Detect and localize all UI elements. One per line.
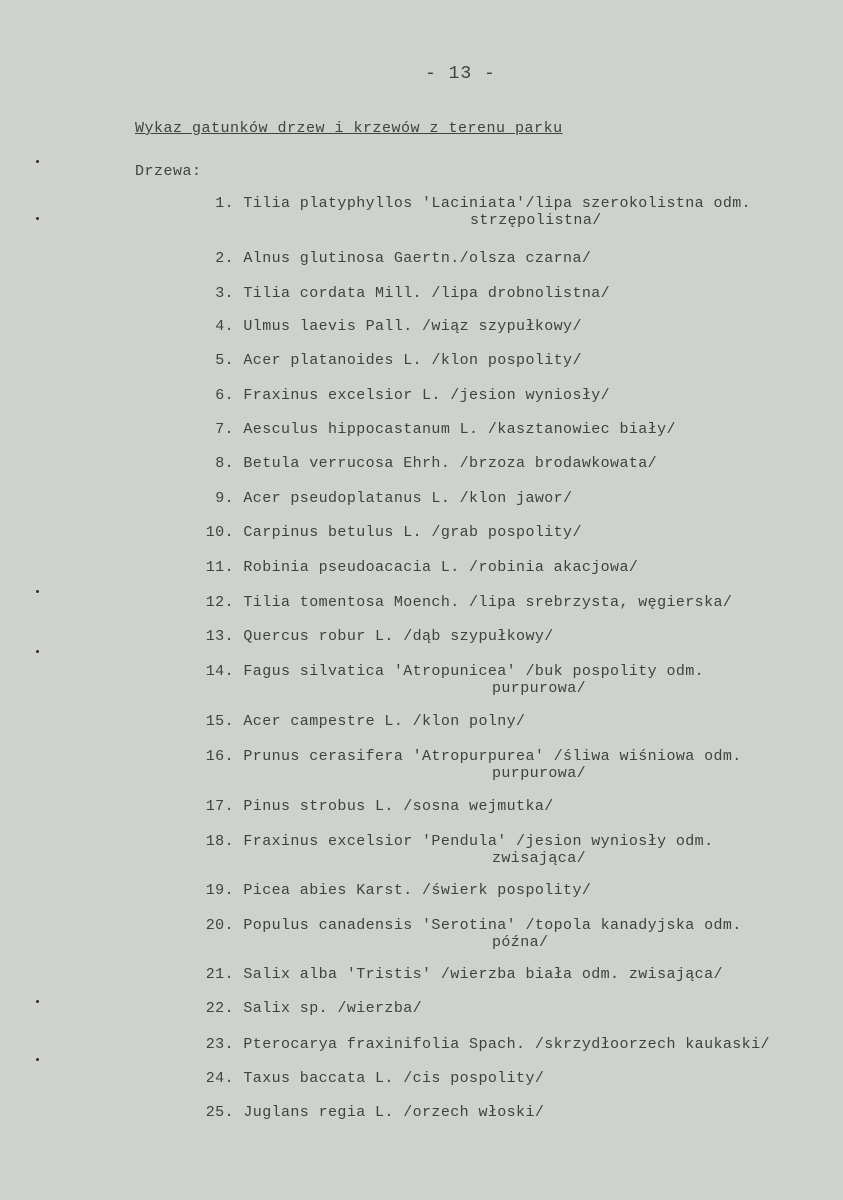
list-item (192, 882, 591, 899)
item-text: Taxus baccata L. /cis pospolity/ (234, 1070, 545, 1087)
item-number: 4. (215, 318, 234, 335)
item-text: Ulmus laevis Pall. /wiąz szypułkowy/ (234, 318, 582, 335)
item-text: Tilia tomentosa Moench. /lipa srebrzysta, węgierska/ (234, 594, 733, 611)
item-number: 9. (215, 490, 234, 507)
item-text: Salix sp. /wierzba/ (234, 1000, 423, 1017)
item-continuation: purpurowa/ (492, 765, 587, 782)
page-number: - 13 - (425, 64, 496, 84)
list-item (192, 748, 742, 782)
item-number: 3. (215, 285, 234, 302)
list-item (192, 713, 525, 730)
item-number: 6. (215, 387, 234, 404)
item-text: Juglans regia L. /orzech włoski/ (234, 1104, 545, 1121)
item-number: 7. (215, 421, 234, 438)
section-label: Drzewa: (135, 163, 202, 180)
list-item (200, 387, 610, 404)
list-item (200, 490, 572, 507)
item-number: 11. (205, 559, 234, 576)
item-continuation: strzępolistna/ (470, 212, 602, 229)
list-item (200, 195, 751, 229)
item-text: Populus canadensis 'Serotina' /topola kanadyjska odm. (234, 917, 742, 934)
item-number: 13. (205, 628, 234, 645)
item-text: Fraxinus excelsior 'Pendula' /jesion wyniosły odm. (234, 833, 714, 850)
item-text: Quercus robur L. /dąb szypułkowy/ (234, 628, 554, 645)
item-number: 14. (205, 663, 234, 680)
item-number: 1. (215, 195, 234, 212)
item-number: 19. (205, 882, 234, 899)
list-item (192, 559, 638, 576)
item-text: Salix alba 'Tristis' /wierzba biała odm. zwisająca/ (234, 966, 723, 983)
list-item (192, 833, 713, 867)
list-item (192, 917, 742, 951)
list-item (200, 352, 582, 369)
item-text: Pinus strobus L. /sosna wejmutka/ (234, 798, 554, 815)
list-item (192, 798, 554, 815)
item-number: 10. (205, 524, 234, 541)
item-number: 23. (205, 1036, 234, 1053)
item-number: 15. (205, 713, 234, 730)
margin-dot (36, 160, 39, 163)
list-item (200, 455, 657, 472)
item-number: 8. (215, 455, 234, 472)
list-item (192, 1070, 544, 1087)
list-item (192, 1104, 544, 1121)
item-number: 5. (215, 352, 234, 369)
list-item (192, 524, 582, 541)
item-text: Carpinus betulus L. /grab pospolity/ (234, 524, 582, 541)
list-item (200, 318, 582, 335)
item-text: Prunus cerasifera 'Atropurpurea' /śliwa wiśniowa odm. (234, 748, 742, 765)
item-continuation: późna/ (492, 934, 549, 951)
list-item (200, 285, 610, 302)
item-number: 17. (205, 798, 234, 815)
item-number: 25. (205, 1104, 234, 1121)
item-text: Fagus silvatica 'Atropunicea' /buk pospolity odm. (234, 663, 705, 680)
item-number: 16. (205, 748, 234, 765)
item-text: Acer platanoides L. /klon pospolity/ (234, 352, 582, 369)
item-text: Fraxinus excelsior L. /jesion wyniosły/ (234, 387, 611, 404)
margin-dot (36, 1058, 39, 1061)
margin-dot (36, 217, 39, 220)
item-number: 18. (205, 833, 234, 850)
item-text: Picea abies Karst. /świerk pospolity/ (234, 882, 592, 899)
item-text: Aesculus hippocastanum L. /kasztanowiec biały/ (234, 421, 676, 438)
item-number: 24. (205, 1070, 234, 1087)
margin-dot (36, 590, 39, 593)
document-heading: Wykaz gatunków drzew i krzewów z terenu parku (135, 120, 563, 137)
margin-dot (36, 1000, 39, 1003)
item-text: Pterocarya fraxinifolia Spach. /skrzydłoorzech kaukaski/ (234, 1036, 770, 1053)
list-item (200, 421, 676, 438)
item-text: Robinia pseudoacacia L. /robinia akacjowa/ (234, 559, 639, 576)
list-item (200, 250, 591, 267)
margin-dot (36, 650, 39, 653)
list-item (192, 594, 732, 611)
list-item (192, 663, 704, 697)
item-continuation: purpurowa/ (492, 680, 587, 697)
list-item (192, 1036, 770, 1053)
item-text: Alnus glutinosa Gaertn./olsza czarna/ (234, 250, 592, 267)
item-text: Betula verrucosa Ehrh. /brzoza brodawkowata/ (234, 455, 658, 472)
list-item (192, 1000, 422, 1017)
item-text: Tilia platyphyllos 'Laciniata'/lipa szerokolistna odm. (234, 195, 752, 212)
item-number: 12. (205, 594, 234, 611)
list-item (192, 628, 554, 645)
item-continuation: zwisająca/ (492, 850, 587, 867)
item-text: Acer pseudoplatanus L. /klon jawor/ (234, 490, 573, 507)
item-number: 2. (215, 250, 234, 267)
item-number: 22. (205, 1000, 234, 1017)
item-number: 20. (205, 917, 234, 934)
list-item (192, 966, 723, 983)
item-text: Acer campestre L. /klon polny/ (234, 713, 526, 730)
item-number: 21. (205, 966, 234, 983)
item-text: Tilia cordata Mill. /lipa drobnolistna/ (234, 285, 611, 302)
